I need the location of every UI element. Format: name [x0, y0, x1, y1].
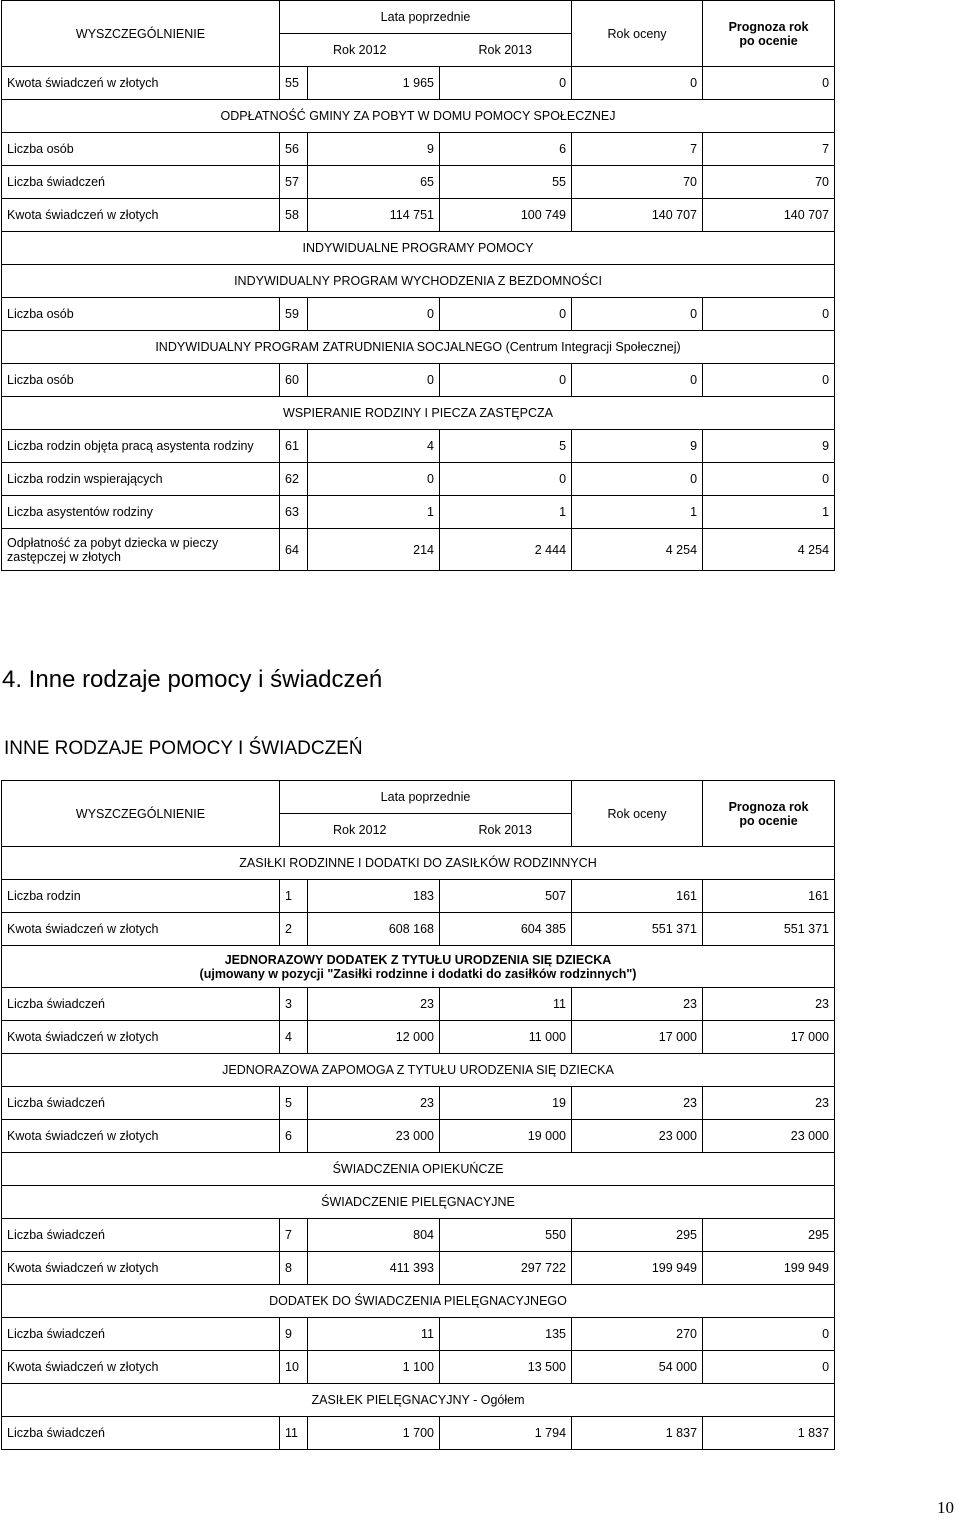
sub-heading: INNE RODZAJE POMOCY I ŚWIADCZEŃ — [4, 738, 363, 759]
section-title: WSPIERANIE RODZINY I PIECZA ZASTĘPCZA — [2, 397, 835, 430]
value-rok-oceny: 551 371 — [572, 913, 703, 946]
table-row — [2, 496, 835, 529]
value-rok-oceny: 295 — [572, 1219, 703, 1252]
value-rok-oceny: 17 000 — [572, 1021, 703, 1054]
table-row — [2, 1021, 835, 1054]
value-rok-2013: 1 — [440, 496, 572, 529]
row-number: 5 — [280, 1087, 308, 1120]
value-prognoza: 17 000 — [703, 1021, 835, 1054]
value-rok-oceny: 140 707 — [572, 199, 703, 232]
row-label: Liczba świadczeń — [2, 1318, 280, 1351]
value-rok-oceny: 0 — [572, 298, 703, 331]
value-prognoza: 0 — [703, 1318, 835, 1351]
value-prognoza: 0 — [703, 463, 835, 496]
header-rok-2012: Rok 2012 — [280, 814, 440, 847]
table-row — [2, 1318, 835, 1351]
section-title: ŚWIADCZENIE PIELĘGNACYJNE — [2, 1186, 835, 1219]
table-row — [2, 430, 835, 463]
header-lata: Lata poprzednie — [280, 1, 572, 34]
table-row — [2, 1219, 835, 1252]
value-rok-2012: 608 168 — [308, 913, 440, 946]
table-row — [2, 1417, 835, 1450]
section-title — [2, 946, 835, 988]
value-rok-2012: 1 — [308, 496, 440, 529]
table-row — [2, 529, 835, 571]
value-rok-oceny: 23 — [572, 988, 703, 1021]
section-title: INDYWIDUALNY PROGRAM ZATRUDNIENIA SOCJALNEGO (Centrum Integracji Społecznej) — [2, 331, 835, 364]
value-prognoza: 551 371 — [703, 913, 835, 946]
row-number: 9 — [280, 1318, 308, 1351]
value-prognoza: 0 — [703, 364, 835, 397]
value-rok-2013: 0 — [440, 298, 572, 331]
row-label: Liczba rodzin objęta pracą asystenta rodziny — [2, 430, 280, 463]
table-body — [2, 847, 835, 1450]
value-rok-oceny: 9 — [572, 430, 703, 463]
value-prognoza: 199 949 — [703, 1252, 835, 1285]
value-rok-2013: 550 — [440, 1219, 572, 1252]
row-label: Liczba świadczeń — [2, 1417, 280, 1450]
value-rok-oceny: 199 949 — [572, 1252, 703, 1285]
section-heading: 4. Inne rodzaje pomocy i świadczeń — [2, 666, 383, 693]
table-row — [2, 67, 835, 100]
row-number: 11 — [280, 1417, 308, 1450]
row-number: 2 — [280, 913, 308, 946]
row-number: 10 — [280, 1351, 308, 1384]
value-prognoza: 1 837 — [703, 1417, 835, 1450]
value-rok-2012: 4 — [308, 430, 440, 463]
value-rok-2013: 0 — [440, 364, 572, 397]
table-row — [2, 463, 835, 496]
section-title: INDYWIDUALNY PROGRAM WYCHODZENIA Z BEZDOMNOŚCI — [2, 265, 835, 298]
value-rok-2013: 19 — [440, 1087, 572, 1120]
value-prognoza: 295 — [703, 1219, 835, 1252]
row-number: 57 — [280, 166, 308, 199]
row-label: Liczba rodzin wspierających — [2, 463, 280, 496]
value-rok-2012: 23 000 — [308, 1120, 440, 1153]
value-rok-2013: 11 — [440, 988, 572, 1021]
value-rok-2012: 0 — [308, 463, 440, 496]
header-rok-2012: Rok 2012 — [280, 34, 440, 67]
value-rok-2012: 183 — [308, 880, 440, 913]
table-row — [2, 298, 835, 331]
value-rok-2012: 1 965 — [308, 67, 440, 100]
value-rok-2013: 0 — [440, 463, 572, 496]
section-row — [2, 100, 835, 133]
value-rok-2013: 135 — [440, 1318, 572, 1351]
value-prognoza: 0 — [703, 1351, 835, 1384]
value-prognoza: 4 254 — [703, 529, 835, 571]
value-rok-2013: 55 — [440, 166, 572, 199]
header-label: WYSZCZEGÓLNIENIE — [2, 1, 280, 67]
row-label: Liczba świadczeń — [2, 166, 280, 199]
row-label: Liczba osób — [2, 298, 280, 331]
row-label: Liczba asystentów rodziny — [2, 496, 280, 529]
table-row — [2, 1120, 835, 1153]
value-rok-2012: 1 100 — [308, 1351, 440, 1384]
table-row — [2, 880, 835, 913]
value-rok-oceny: 0 — [572, 364, 703, 397]
table-row — [2, 133, 835, 166]
value-rok-2012: 0 — [308, 298, 440, 331]
section-row — [2, 397, 835, 430]
row-label: Liczba rodzin — [2, 880, 280, 913]
value-prognoza: 1 — [703, 496, 835, 529]
value-prognoza: 161 — [703, 880, 835, 913]
section-title-line1: JEDNORAZOWY DODATEK Z TYTUŁU URODZENIA SIĘ DZIECKA — [224, 952, 612, 967]
section-title: ODPŁATNOŚĆ GMINY ZA POBYT W DOMU POMOCY SPOŁECZNEJ — [2, 100, 835, 133]
table-body — [2, 67, 835, 571]
value-rok-2013: 11 000 — [440, 1021, 572, 1054]
row-number: 56 — [280, 133, 308, 166]
header-prognoza — [703, 781, 835, 847]
row-label: Odpłatność za pobyt dziecka w pieczy zastępczej w złotych — [2, 529, 280, 571]
table-row — [2, 166, 835, 199]
value-rok-2012: 65 — [308, 166, 440, 199]
table-bottom — [1, 780, 835, 1450]
value-prognoza: 23 000 — [703, 1120, 835, 1153]
section-row — [2, 946, 835, 988]
row-label: Kwota świadczeń w złotych — [2, 199, 280, 232]
row-number: 59 — [280, 298, 308, 331]
value-prognoza: 23 — [703, 988, 835, 1021]
header-rok-oceny: Rok oceny — [572, 781, 703, 847]
value-rok-2013: 0 — [440, 67, 572, 100]
value-rok-2013: 6 — [440, 133, 572, 166]
row-label: Kwota świadczeń w złotych — [2, 913, 280, 946]
row-number: 3 — [280, 988, 308, 1021]
row-label: Kwota świadczeń w złotych — [2, 1351, 280, 1384]
value-rok-oceny: 270 — [572, 1318, 703, 1351]
value-prognoza: 23 — [703, 1087, 835, 1120]
value-rok-oceny: 23 — [572, 1087, 703, 1120]
section-row — [2, 1054, 835, 1087]
row-label: Kwota świadczeń w złotych — [2, 67, 280, 100]
section-row — [2, 1285, 835, 1318]
row-number: 61 — [280, 430, 308, 463]
table-row — [2, 913, 835, 946]
table-top — [1, 0, 835, 571]
row-number: 64 — [280, 529, 308, 571]
row-number: 58 — [280, 199, 308, 232]
value-rok-oceny: 7 — [572, 133, 703, 166]
header-prognoza-line1: Prognoza rok — [728, 799, 809, 814]
row-number: 62 — [280, 463, 308, 496]
value-prognoza: 0 — [703, 67, 835, 100]
header-rok-2013: Rok 2013 — [440, 34, 572, 67]
header-rok-2013: Rok 2013 — [440, 814, 572, 847]
value-rok-oceny: 4 254 — [572, 529, 703, 571]
row-number: 55 — [280, 67, 308, 100]
section-row — [2, 1186, 835, 1219]
row-label: Kwota świadczeń w złotych — [2, 1120, 280, 1153]
section-title: ŚWIADCZENIA OPIEKUŃCZE — [2, 1153, 835, 1186]
value-rok-2012: 1 700 — [308, 1417, 440, 1450]
row-number: 7 — [280, 1219, 308, 1252]
table-row — [2, 1252, 835, 1285]
value-rok-2012: 411 393 — [308, 1252, 440, 1285]
value-rok-oceny: 70 — [572, 166, 703, 199]
value-rok-2012: 0 — [308, 364, 440, 397]
row-number: 8 — [280, 1252, 308, 1285]
value-rok-2012: 23 — [308, 988, 440, 1021]
value-rok-oceny: 1 837 — [572, 1417, 703, 1450]
header-lata: Lata poprzednie — [280, 781, 572, 814]
row-label: Liczba świadczeń — [2, 1219, 280, 1252]
value-rok-2012: 11 — [308, 1318, 440, 1351]
section-title: ZASIŁKI RODZINNE I DODATKI DO ZASIŁKÓW RODZINNYCH — [2, 847, 835, 880]
header-prognoza — [703, 1, 835, 67]
value-rok-oceny: 0 — [572, 67, 703, 100]
value-rok-2013: 5 — [440, 430, 572, 463]
value-rok-2013: 13 500 — [440, 1351, 572, 1384]
value-rok-oceny: 23 000 — [572, 1120, 703, 1153]
value-prognoza: 9 — [703, 430, 835, 463]
table-row — [2, 199, 835, 232]
value-prognoza: 70 — [703, 166, 835, 199]
value-rok-2012: 9 — [308, 133, 440, 166]
row-label: Liczba świadczeń — [2, 988, 280, 1021]
header-rok-oceny: Rok oceny — [572, 1, 703, 67]
section-title: DODATEK DO ŚWIADCZENIA PIELĘGNACYJNEGO — [2, 1285, 835, 1318]
row-label: Kwota świadczeń w złotych — [2, 1021, 280, 1054]
section-row — [2, 1384, 835, 1417]
row-label: Liczba świadczeń — [2, 1087, 280, 1120]
page-number: 10 — [937, 1498, 954, 1517]
section-title-line2: (ujmowany w pozycji "Zasiłki rodzinne i dodatki do zasiłków rodzinnych") — [199, 966, 637, 981]
value-rok-2012: 12 000 — [308, 1021, 440, 1054]
value-rok-2012: 804 — [308, 1219, 440, 1252]
row-label: Liczba osób — [2, 133, 280, 166]
header-label: WYSZCZEGÓLNIENIE — [2, 781, 280, 847]
row-number: 1 — [280, 880, 308, 913]
value-rok-2012: 23 — [308, 1087, 440, 1120]
section-row — [2, 847, 835, 880]
value-prognoza: 0 — [703, 298, 835, 331]
table-row — [2, 1087, 835, 1120]
row-number: 60 — [280, 364, 308, 397]
section-title: JEDNORAZOWA ZAPOMOGA Z TYTUŁU URODZENIA SIĘ DZIECKA — [2, 1054, 835, 1087]
value-rok-2013: 297 722 — [440, 1252, 572, 1285]
value-rok-2013: 100 749 — [440, 199, 572, 232]
row-number: 63 — [280, 496, 308, 529]
value-rok-2013: 2 444 — [440, 529, 572, 571]
row-label: Kwota świadczeń w złotych — [2, 1252, 280, 1285]
value-rok-2013: 604 385 — [440, 913, 572, 946]
section-row — [2, 331, 835, 364]
value-rok-oceny: 54 000 — [572, 1351, 703, 1384]
section-row — [2, 232, 835, 265]
value-rok-2013: 507 — [440, 880, 572, 913]
section-title: ZASIŁEK PIELĘGNACYJNY - Ogółem — [2, 1384, 835, 1417]
section-title: INDYWIDUALNE PROGRAMY POMOCY — [2, 232, 835, 265]
table-row — [2, 988, 835, 1021]
table-header — [2, 1, 835, 67]
value-rok-2012: 214 — [308, 529, 440, 571]
value-rok-2012: 114 751 — [308, 199, 440, 232]
section-row — [2, 1153, 835, 1186]
header-prognoza-line2: po ocenie — [739, 813, 798, 828]
table-row — [2, 364, 835, 397]
value-prognoza: 7 — [703, 133, 835, 166]
value-prognoza: 140 707 — [703, 199, 835, 232]
value-rok-oceny: 161 — [572, 880, 703, 913]
row-label: Liczba osób — [2, 364, 280, 397]
row-number: 6 — [280, 1120, 308, 1153]
value-rok-2013: 19 000 — [440, 1120, 572, 1153]
value-rok-oceny: 1 — [572, 496, 703, 529]
table-header — [2, 781, 835, 847]
value-rok-2013: 1 794 — [440, 1417, 572, 1450]
row-number: 4 — [280, 1021, 308, 1054]
table-row — [2, 1351, 835, 1384]
section-row — [2, 265, 835, 298]
header-prognoza-line1: Prognoza rok — [728, 19, 809, 34]
header-prognoza-line2: po ocenie — [739, 33, 798, 48]
value-rok-oceny: 0 — [572, 463, 703, 496]
